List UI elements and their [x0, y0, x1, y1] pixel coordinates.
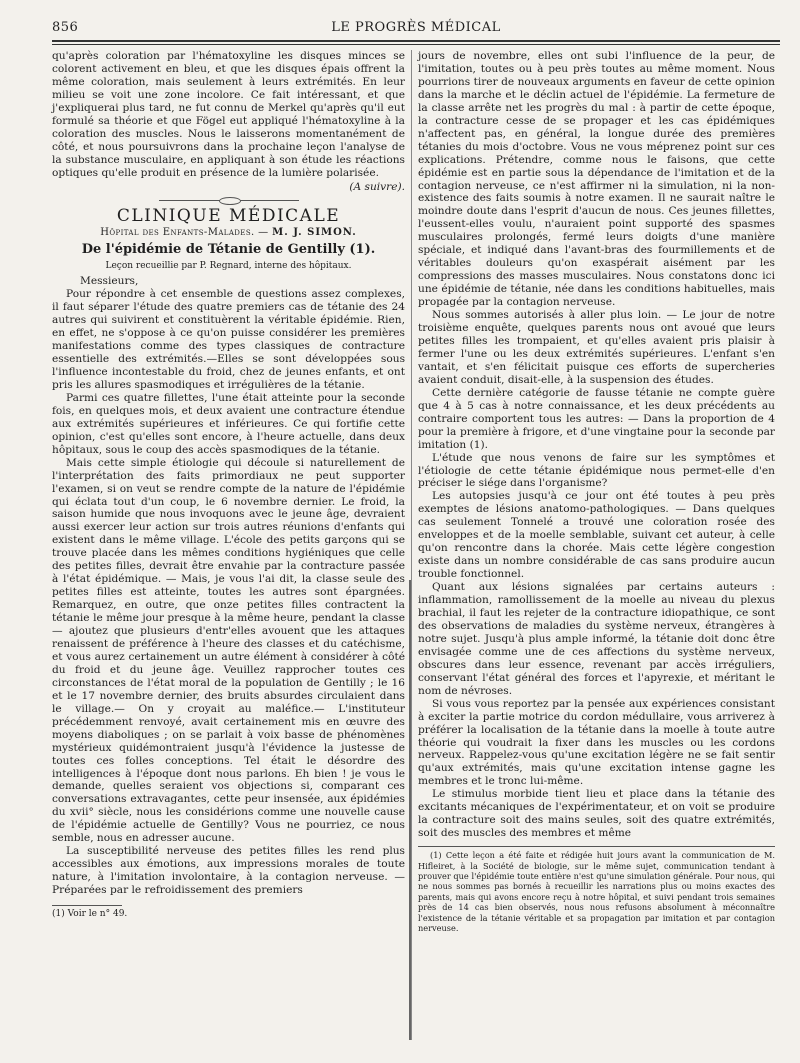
column-divider-margin-mark — [409, 580, 411, 1040]
intro-paragraph: qu'après coloration par l'hématoxyline les disques minces se colorent activement en bleu, et que les disques épais offrent la même coloration, mais seulement à leurs extrémités. En leur milieu se voit une zone incolore. Ce fait intéressant, et que j'expliquerai plus tard, ne fut connu de Merkel qu'après qu'il eut formulé sa théorie et que Fögel eut appliqué l'hématoxyline à la coloration des muscles. Nous le laisserons momentanément de côté, et nous poursuivrons dans la prochaine leçon l'analyse de la substance musculaire, en appliquant à son étude les réactions optiques qu'elle produit en présence de la lumière polarisée. — [52, 50, 405, 179]
section-title: CLINIQUE MÉDICALE — [116, 206, 341, 227]
left-column — [52, 50, 405, 920]
body-paragraph: Mais cette simple étiologie qui découle si naturellement de l'interprétation des faits primordiaux ne peut supporter l'examen, si on veut se rendre compte de la nature de l'épidémie qui éclata tout d'un coup, le 6 novembre dernier. Le froid, la saison humide que nous invoquons avec le jeune âge, devraient aussi exercer leur action sur trois autres réunions d'enfants qui existent dans le même village. L'école des petits garçons qui se trouve placée dans les mêmes conditions hygiéniques que celle des petites filles, devrait être envahie par la contracture passée à l'état épidémique. — Mais, je vous l'ai dit, la classe seule des petites filles est atteinte, toutes les autres sont épargnées. Remarquez, en outre, que onze petites filles contractent la tétanie le même jour presque à la même heure, pendant la classe — ajoutez que plusieurs d'entr'elles avouent que les attaques renaissent de préférence à l'heure des classes et du catéchisme, et vous aurez certainement un autre élément à considérer à côté du froid et du jeune âge. Veuillez rapprocher toutes ces circonstances de l'état moral de la population de Gentilly ; le 16 et le 17 novembre dernier, des bruits absurdes circulaient dans le village.— On y croyait au maléfice.— L'instituteur précédemment renvoyé, avait certainement mis en œuvre des moyens diaboliques ; on se parlait à voix basse de phénomènes mystérieux quidémontraient jusqu'à l'évidence la justesse de toutes ces folles conceptions. Tel était le désordre des intelligences à l'époque dont nous parlons. Eh bien ! je vous le demande, quelles seraient vos objections si, comparant ces conversations extravagantes, cette peur insensée, aux épidémies du xvii° siècle, nous les considérions comme une nouvelle cause de l'épidémie actuelle de Gentilly? Vous ne pourriez, ce nous semble, nous en adresser aucune. — [52, 456, 405, 845]
body-paragraph: Nous sommes autorisés à aller plus loin. — Le jour de notre troisième enquête, quelques parents nous ont avoué que leurs petites filles les trompaient, et qu'elles avaient pris plaisir à fermer l'une ou les deux extrémités supérieures. L'enfant s'en vantait, et s'en félicitait puisque ces efforts de supercheries avaient conduit, disait-elle, à la suspension des études. — [418, 309, 775, 386]
body-paragraph: L'étude que nous venons de faire sur les symptômes et l'étiologie de cette tétanie épidémique nous permet-elle d'en préciser le siége dans l'organisme? — [418, 451, 775, 490]
footnote-rule — [52, 905, 122, 906]
body-paragraph: Quant aux lésions signalées par certains auteurs : inflammation, ramollissement de la moelle au niveau du plexus brachial, il faut les rejeter de la contracture idiopathique, ce sont des observations de maladies du système nerveux, étrangères à notre sujet. Jusqu'à plus ample informé, la tétanie doit donc être envisagée comme une de ces affections du système nerveux, obscures dans leur essence, revenant par accès irréguliers, conservant l'état général des forces et l'apyrexie, et méritant le nom de névroses. — [418, 581, 775, 697]
body-paragraph: Parmi ces quatre fillettes, l'une était atteinte pour la seconde fois, en quelques mois, et deux avaient une contracture étendue aux extrémités supérieures et inférieures. Ce qui fortifie cette opinion, c'est qu'elles sont encore, à l'heure actuelle, dans deux hôpitaux, sous le coup des accès spasmodiques de la tétanie. — [52, 391, 405, 456]
service-line — [52, 227, 405, 240]
article-title: De l'épidémie de Tétanie de Gentilly (1). — [81, 242, 376, 258]
body-paragraph: Les autopsies jusqu'à ce jour ont été toutes à peu près exemptes de lésions anatomo-pathologiques. — Dans quelques cas seulement Tonnelé a trouvé une coloration rosée des enveloppes et de la moelle semblable, suivant cet auteur, à celle qu'on rencontre dans la chorée. Mais cette légère congestion existe dans un nombre considérable de cas sans produire aucun trouble fonctionnel. — [418, 490, 775, 581]
lecture-note: Leçon recueillie par P. Regnard, interne des hôpitaux. — [105, 261, 352, 272]
body-paragraph: La susceptibilité nerveuse des petites filles les rend plus accessibles aux émotions, aux impressions morales de toute nature, à l'imitation involontaire, à la contagion nerveuse. — Préparées par le refroidissement des premiers — [52, 845, 405, 897]
footnote: (1) Voir le n° 49. — [52, 909, 128, 920]
journal-title: LE PROGRÈS MÉDICAL — [331, 20, 501, 35]
page-header — [52, 20, 780, 40]
footnote-text: (1) Cette leçon a été faite et rédigée huit jours avant la communication de M. Hifleiret, à la Société de biologie, sur le même sujet, communication tendant à prouver que l'épidémie toute entière n'est qu'une simulation générale. Pour nous, qui ne nous sommes pas bornés à recueillir les narrations plus ou moins exactes des parents, mais qui avons encore reçu à notre hôpital, et suivi pendant trois semaines près de 14 cas bien observés, nous nous refusons absolument à méconnaître l'existence de la tétanie véritable et sa propagation par imitation et par contagion nerveuse. — [418, 850, 775, 933]
to-be-continued: (A suivre). — [349, 180, 405, 193]
body-paragraph: jours de novembre, elles ont subi l'influence de la peur, de l'imitation, toutes ou à peu près toutes au même moment. Nous pourrions tirer de nouveaux arguments en faveur de cette opinion dans la marche et le déclin actuel de l'épidémie. La fermeture de la classe arrête net les progrès du mal : à partir de cette époque, la contracture cesse de se propager et les cas épidémiques n'affectent pas, en général, la longue durée des premières tétanies du mois d'octobre. Vous ne vous méprenez point sur ces explications. Prétendre, comme nous le faisons, que cette épidémie est en partie sous la dépendance de l'imitation et de la contagion nerveuse, ce n'est affirmer ni la simulation, ni la non-existence des faits soumis à notre examen. Il ne saurait naître le moindre doute dans l'esprit d'aucun de nous. Ces jeunes fillettes, l'eussent-elles voulu, n'auraient point supporté des spasmes musculaires prolongés, fermé leurs doigts d'une manière spéciale, et indiqué dans l'avant-bras des fourmillements et de véritables douleurs qu'on exaspérait aisément par les compressions des masses musculaires. Nous constatons donc ici une épidémie de tétanie, née dans les conditions habituelles, mais propagée par la contagion nerveuse. — [418, 50, 775, 309]
right-column — [418, 50, 775, 933]
body-paragraph: Si vous vous reportez par la pensée aux expériences consistant à exciter la partie motrice du cordon médullaire, vous arriverez à préférer la localisation de la tétanie dans la moelle à toute autre théorie qui voudrait la fixer dans les muscles ou les cordons nerveux. Rappelez-vous qu'une excitation légère ne se fait sentir qu'aux extrémités, mais qu'une excitation intense gagne les membres et le tronc lui-même. — [418, 697, 775, 788]
footnote-rule — [418, 846, 775, 847]
hospital-name: Hôpital des Enfants-Malades. — — [100, 227, 269, 239]
section-ornament — [159, 197, 299, 204]
column-divider — [411, 50, 412, 1040]
page-number: 856 — [52, 20, 79, 35]
salutation: Messieurs, — [80, 275, 139, 288]
header-rule — [52, 40, 780, 45]
body-paragraph: Pour répondre à cet ensemble de questions assez complexes, il faut séparer l'étude des quatre premiers cas de tétanie des 24 autres qui suivirent et constituèrent la véritable épidémie. Rien, en effet, ne s'oppose à ce qu'on puisse considérer les premières manifestations comme des types classiques de contracture essentielle des extrémités.—Elles se sont développées sous l'influence incontestable du froid, chez de jeunes enfants, et ont pris les allures spasmodiques et irrégulières de la tétanie. — [52, 288, 405, 391]
physician-name: M. J. SIMON. — [272, 227, 357, 239]
body-paragraph: Cette dernière catégorie de fausse tétanie ne compte guère que 4 à 5 cas à notre connaissance, et les deux précédents au contraire comportent tous les autres: — Dans la proportion de 4 pour la première à frigore, et d'une vingtaine pour la seconde par imitation (1). — [418, 386, 775, 451]
footnote — [418, 850, 775, 933]
body-paragraph: Le stimulus morbide tient lieu et place dans la tétanie des excitants mécaniques de l'expérimentateur, et on voit se produire la contracture soit des mains seules, soit des quatre extrémités, soit des muscles des membres et même — [418, 788, 775, 840]
